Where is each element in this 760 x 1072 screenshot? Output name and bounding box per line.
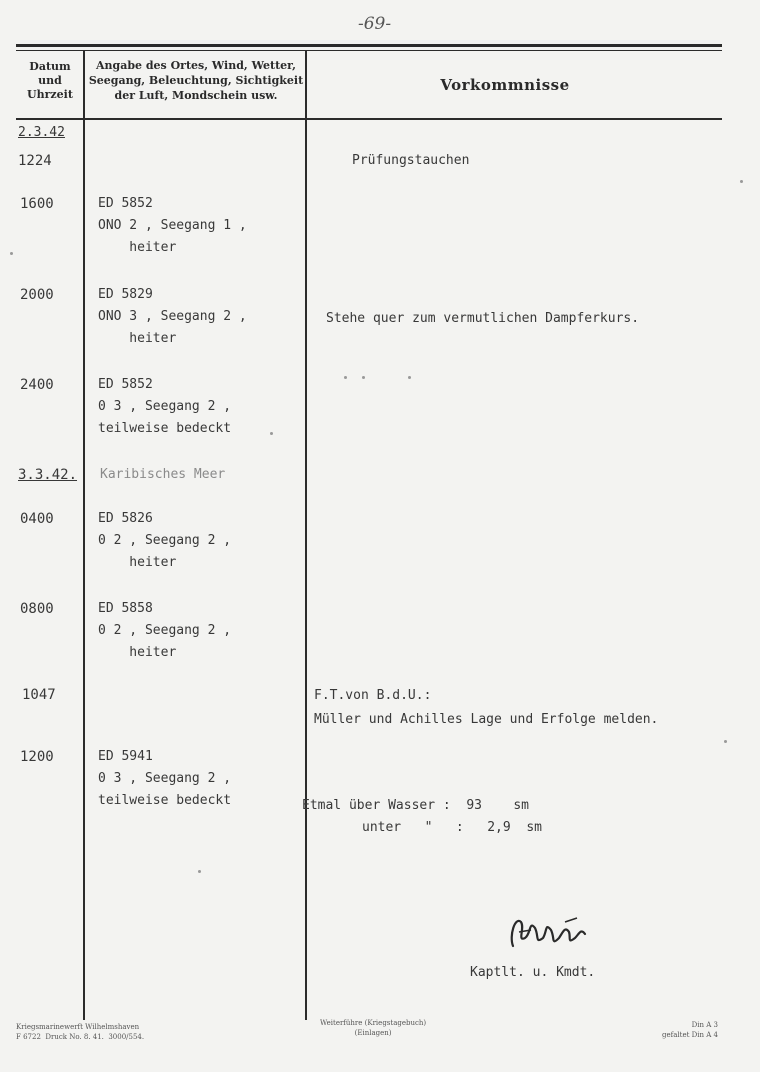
etmal-line-2: unter " : 2,9 sm <box>362 820 543 835</box>
footer-printer: Kriegsmarinewerft Wilhelmshaven F 6722 Druck No. 8. 41. 3000/554. <box>16 1023 145 1041</box>
time-entry: 1600 <box>20 196 54 212</box>
time-entry: 0800 <box>20 601 54 617</box>
event-entry: F.T.von B.d.U.: Müller und Achilles Lage und Erfolge melden. <box>314 688 659 727</box>
scan-speck <box>270 432 273 435</box>
time-entry: 1047 <box>22 687 56 703</box>
time-entry: 2000 <box>20 287 54 303</box>
scan-speck <box>344 376 347 379</box>
time-entry: 0400 <box>20 511 54 527</box>
scan-speck <box>408 376 411 379</box>
column-rule-1 <box>83 50 85 1020</box>
weather-entry: ED 5829 ONO 3 , Seegang 2 , heiter <box>98 287 247 346</box>
date-entry: 3.3.42. <box>18 467 78 483</box>
weather-entry: ED 5852 ONO 2 , Seegang 1 , heiter <box>98 196 247 255</box>
page-number: -69- <box>358 14 392 34</box>
weather-entry: ED 5941 0 3 , Seegang 2 , teilweise bedeckt <box>98 749 232 808</box>
header-events: Vorkommnisse <box>440 76 570 94</box>
top-rule-thin <box>16 50 722 51</box>
top-rule <box>16 44 722 47</box>
scan-speck <box>724 740 727 743</box>
handwritten-signature <box>505 908 595 958</box>
etmal-line-1: Etmal über Wasser : 93 sm <box>302 798 529 813</box>
scan-speck <box>10 252 13 255</box>
scan-speck <box>362 376 365 379</box>
time-entry: 1200 <box>20 749 54 765</box>
header-bottom-rule <box>16 118 722 120</box>
weather-entry: ED 5852 0 3 , Seegang 2 , teilweise bedeckt <box>98 377 232 436</box>
time-entry: 1224 <box>18 153 52 169</box>
footer-form-title: Weiterführe (Kriegstagebuch) (Einlagen) <box>320 1019 427 1037</box>
column-rule-2 <box>305 50 307 1020</box>
event-entry: Prüfungstauchen <box>352 153 470 168</box>
weather-entry: ED 5858 0 2 , Seegang 2 , heiter <box>98 601 232 660</box>
commander-title: Kaptlt. u. Kmdt. <box>470 965 596 980</box>
header-date-time: Datum und Uhrzeit <box>27 60 73 101</box>
event-entry: Stehe quer zum vermutlichen Dampferkurs. <box>326 311 640 326</box>
header-location-weather: Angabe des Ortes, Wind, Wetter, Seegang, Beleuchtung, Sichtigkeit der Luft, Mondschein usw. <box>88 59 304 102</box>
date-entry: 2.3.42 <box>18 125 65 140</box>
location-entry: Karibisches Meer <box>100 467 226 482</box>
weather-entry: ED 5826 0 2 , Seegang 2 , heiter <box>98 511 232 570</box>
scan-speck <box>198 870 201 873</box>
footer-format: Din A 3 gefaltet Din A 4 <box>662 1021 718 1039</box>
scan-speck <box>740 180 743 183</box>
time-entry: 2400 <box>20 377 54 393</box>
